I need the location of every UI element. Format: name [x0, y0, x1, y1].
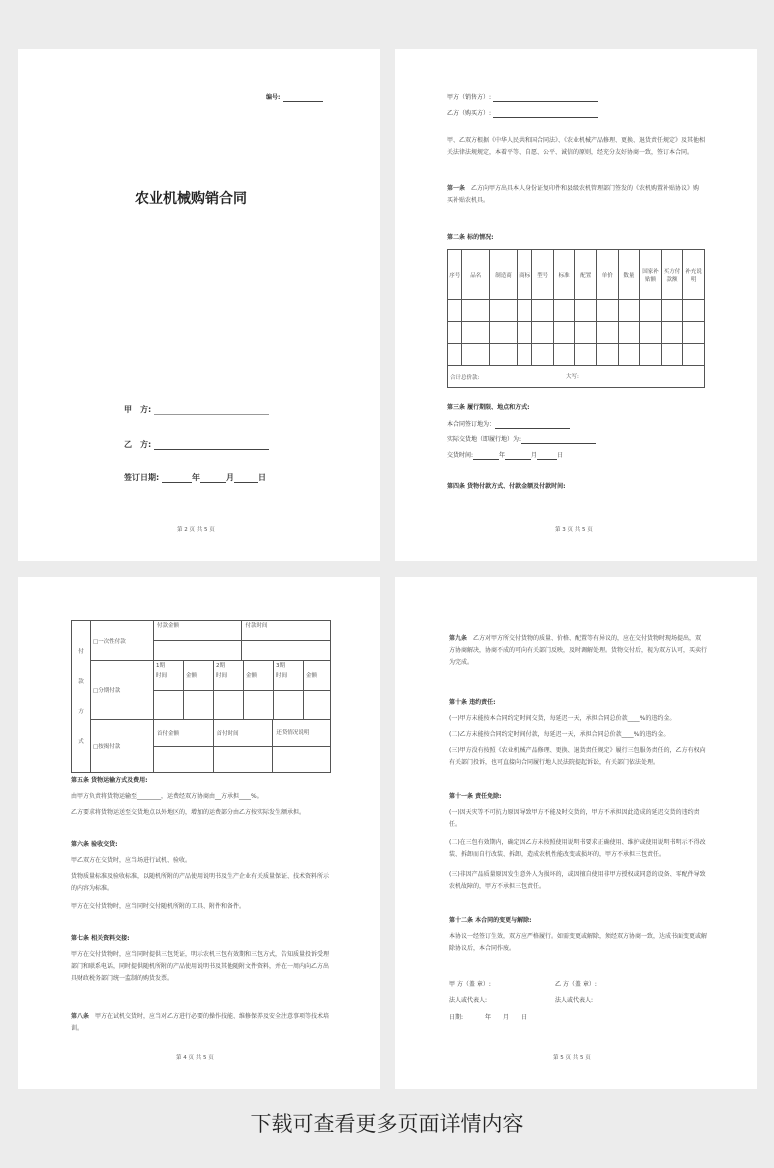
article-9-title: 第九条 [449, 635, 468, 642]
installment-label: □分期付款 [93, 688, 121, 694]
time-label: 时间 [276, 673, 288, 679]
col-header: 标准 [553, 250, 575, 300]
article-8-text: 甲方在试机交货时，应当对乙方进行必要的操作技能、维修保养及安全注意事项等技术培训。 [71, 1013, 330, 1032]
side-char: 款 [78, 678, 84, 685]
party-b-blank [154, 441, 269, 450]
amount-label: 金额 [246, 673, 258, 680]
period-2-label: 2期 [216, 663, 225, 669]
article-6-title: 第六条 验收交货: [71, 841, 118, 848]
period-1-label: 1期 [156, 663, 165, 669]
col-header: 型号 [532, 250, 554, 300]
intro-paragraph: 甲、乙双方根据《中华人民共和国合同法》、《农业机械产品修理、更换、退货责任规定》及其他相关法律法规规定，本着平等、自愿、公平、诚信的原则，经充分友好协商一致，签订本合同。 [447, 137, 706, 156]
document-page-3 [18, 577, 380, 1089]
mortgage-grid [154, 720, 331, 773]
amount-cell [244, 661, 274, 690]
day-blank [537, 451, 557, 460]
amount-cell [184, 661, 214, 690]
sign-date [449, 1014, 527, 1022]
article-10-p3: (三)甲方没有按照《农业机械产品修理、更换、退货责任规定》履行三包服务责任的，乙方有权向有关部门投诉，也可直接向合同履行地人民法院提起诉讼，有关部门依法处理。 [449, 747, 706, 766]
loan-desc-label: 还贷情况说明 [276, 729, 310, 736]
pay-amount-cell [154, 621, 242, 641]
col-header: 国家补贴额 [640, 250, 662, 300]
article-6-p3: 甲方在交付货物时，应当同时交付随机所附的工具、附件和备件。 [71, 903, 246, 910]
side-char: 方 [78, 708, 84, 715]
article-8-title: 第八条 [71, 1013, 90, 1020]
representative-b: 法人或代表人: [555, 997, 594, 1004]
total-cell [448, 366, 705, 388]
month-label: 月 [531, 452, 538, 459]
delivery-time-label: 交货时间: [447, 452, 474, 459]
document-title: 农业机械购销合同 [135, 191, 247, 207]
period-3 [274, 661, 304, 690]
capital-label: 大写: [566, 374, 579, 380]
article-5-title: 第五条 货物运输方式及费用: [71, 777, 148, 784]
seller-blank [493, 93, 598, 102]
period-2 [214, 661, 244, 690]
period-3-label: 3期 [276, 663, 285, 669]
article-11-p2: (二)在三包有效期内，确定因乙方未按照使用说明书要求正确使用、维护或使用说明书明示不得改装、拆卸而自行改装、拆卸，造成农机性能改变或损坏的，甲方不承担三包责任。 [449, 839, 706, 858]
article-2-title: 第二条 标的情况: [447, 234, 494, 241]
year-label: 年 [485, 1014, 492, 1021]
side-char: 付 [78, 648, 84, 655]
article-1-title: 第一条 [447, 185, 466, 192]
year-label: 年 [192, 473, 200, 482]
seller-line [447, 93, 598, 102]
mortgage-payment-option[interactable] [91, 720, 154, 773]
sign-place-label: 本合同签订地为： [447, 421, 496, 428]
buyer-label: 乙方（购买方）: [447, 110, 492, 117]
table-row [448, 322, 705, 344]
day-label: 日 [521, 1014, 528, 1021]
table-row [448, 300, 705, 322]
party-a-line [124, 404, 269, 415]
one-time-payment-option[interactable] [91, 621, 154, 661]
amount-cell [304, 661, 331, 690]
table-total-row [448, 366, 705, 388]
time-label: 时间 [216, 673, 228, 679]
month-label: 月 [503, 1014, 510, 1021]
time-label: 时间 [156, 673, 168, 679]
page-footer: 第 3 页 共 5 页 [555, 527, 593, 533]
goods-table [447, 249, 705, 388]
col-header: 买方付款额 [661, 250, 683, 300]
amount-label: 金额 [306, 673, 318, 680]
article-11-p3: (三)非因产品质量原因发生意外人为损坏的，或因擅自使用非甲方授权或同意的设备、零配件导致农机故障的，甲方不承担三包责任。 [449, 871, 706, 890]
buyer-blank [493, 109, 598, 118]
sign-date-line [124, 472, 266, 483]
article-10-title: 第十条 违约责任: [449, 699, 496, 706]
delivery-place-line [447, 435, 596, 444]
document-page-4 [395, 577, 757, 1089]
side-char: 式 [78, 738, 84, 745]
article-1-text: 乙方向甲方出具本人身份证复印件和县级农机管理部门签发的《农机购置补贴协议》购买补贴农机具。 [447, 185, 700, 204]
loan-desc-cell [273, 720, 330, 746]
delivery-place-label: 实际交货地（即履行地）为: [447, 436, 522, 443]
sign-date-label: 签订日期: [124, 473, 160, 482]
sign-party-a: 甲 方（盖 章）: [449, 981, 491, 988]
down-time-cell [213, 720, 273, 746]
goods-table-header [448, 250, 705, 300]
one-time-label: □一次性付款 [93, 638, 126, 645]
down-time-label: 首付时间 [216, 730, 239, 737]
contract-number [266, 93, 323, 102]
table-row [448, 344, 705, 366]
article-8 [71, 1011, 333, 1035]
mortgage-label: □按揭付款 [93, 744, 121, 750]
date-label: 日期: [449, 1014, 464, 1021]
article-4-title: 第四条 货物付款方式、付款金额及付款时间: [447, 483, 566, 490]
pay-time-cell [242, 621, 331, 641]
article-12-p: 本协议一经签订生效，双方应严格履行。如需变更或解除，须经双方协商一致，达成书面变更或解除协议后，本合同作废。 [449, 933, 708, 952]
sign-place-line [447, 420, 570, 429]
col-header: 补充说明 [683, 250, 705, 300]
party-a-blank [154, 406, 269, 415]
party-a-label: 甲 方: [124, 405, 152, 414]
article-11-title: 第十一条 责任免除: [449, 793, 502, 800]
delivery-place-blank [521, 435, 596, 444]
article-1 [447, 183, 705, 207]
contract-number-blank [283, 93, 323, 102]
payment-table [71, 620, 331, 773]
installment-payment-option[interactable] [91, 661, 154, 720]
amount-label: 金额 [186, 673, 198, 680]
article-5-p1: 由甲方负责将货物运输至________，运费经双方协商由__方承担____%。 [71, 793, 263, 800]
article-7-title: 第七条 相关资料交接: [71, 935, 130, 942]
document-page-2 [395, 49, 757, 561]
pay-time-label: 付款时间 [245, 623, 268, 629]
year-label: 年 [499, 452, 506, 459]
mortgage-subtable [154, 720, 330, 772]
pay-amount-label: 付款金额 [157, 623, 180, 629]
article-6-p2: 货物质量标准及验收标准，以随机所附的产品使用说明书及生产企业有关质量保证、技术资料所示的内容为标准。 [71, 873, 330, 892]
seller-label: 甲方（销售方）: [447, 94, 492, 101]
year-blank [162, 474, 192, 483]
article-12-title: 第十二条 本合同的变更与解除: [449, 917, 532, 924]
article-11-p1: (一)因天灾等不可抗力原因导致甲方不能及时交货的，甲方不承担因此造成的延迟交货的违约责任。 [449, 809, 700, 828]
article-7-p1: 甲方在交付货物时，应当同时提供三包凭证，明示农机三包有效期和三包方式，告知质量投诉受理部门和联系电话，同时提供随机所附的产品使用说明书及其他随附文件资料，并在一周内向乙方出具财政税务部门统一监制的购货发票。 [71, 951, 330, 982]
article-3-title: 第三条 履行期限、地点和方式: [447, 404, 530, 411]
payment-side-label [72, 621, 91, 773]
day-label: 日 [258, 473, 266, 482]
sign-place-blank [495, 420, 570, 429]
document-page-cover [18, 49, 380, 561]
delivery-time-line [447, 451, 563, 460]
month-blank [505, 451, 531, 460]
article-10-p2: (二)乙方未能按合同约定时间付款，每延迟一天，承担合同总价款____%的违约金。 [449, 731, 670, 738]
article-5-p2: 乙方要求将货物运送至交货地点以外地区的，增加的运费部分由乙方按实际发生额承担。 [71, 809, 306, 816]
period-1 [154, 661, 184, 690]
month-blank [200, 474, 226, 483]
col-header: 品名 [462, 250, 490, 300]
col-header: 制造商 [490, 250, 518, 300]
page-footer: 第 2 页 共 5 页 [177, 527, 215, 533]
party-b-label: 乙 方: [124, 440, 152, 449]
article-9 [449, 633, 707, 669]
article-9-text: 乙方对甲方所交付货物的质量、价格、配置等有异议的，应在交付货物时现场提出，双方协商解决，协商不成的可向有关部门反映，及时调解处理。货物交付后，视为双方认可，买卖行为完成。 [449, 635, 708, 666]
page-footer: 第 5 页 共 5 页 [553, 1055, 591, 1061]
party-b-line [124, 439, 269, 450]
month-label: 月 [226, 473, 234, 482]
down-amount-cell [154, 720, 213, 746]
page-footer: 第 4 页 共 5 页 [176, 1055, 214, 1061]
col-header: 配置 [575, 250, 597, 300]
article-10-p1: (一)甲方未能按本合同约定时间交货，每延迟一天，承担合同总价款____%的违约金。 [449, 715, 676, 722]
col-header: 单价 [597, 250, 619, 300]
contract-number-label: 编号: [266, 94, 281, 101]
total-label: 合计总价款: [450, 374, 480, 381]
installment-grid [154, 661, 331, 720]
day-label: 日 [557, 452, 564, 459]
col-header: 序号 [448, 250, 462, 300]
year-blank [473, 451, 499, 460]
article-6-p1: 甲乙双方在交货时，应当场进行试机、验收。 [71, 857, 192, 864]
day-blank [234, 474, 258, 483]
download-more-caption[interactable]: 下载可查看更多页面详情内容 [250, 1112, 524, 1136]
installment-subtable [154, 661, 330, 719]
buyer-line [447, 109, 598, 118]
representative-a: 法人或代表人: [449, 997, 488, 1004]
down-amount-label: 首付金额 [157, 730, 180, 737]
col-header: 数量 [618, 250, 640, 300]
sign-party-b: 乙 方（盖 章）: [555, 981, 597, 988]
col-header: 商标 [517, 250, 531, 300]
